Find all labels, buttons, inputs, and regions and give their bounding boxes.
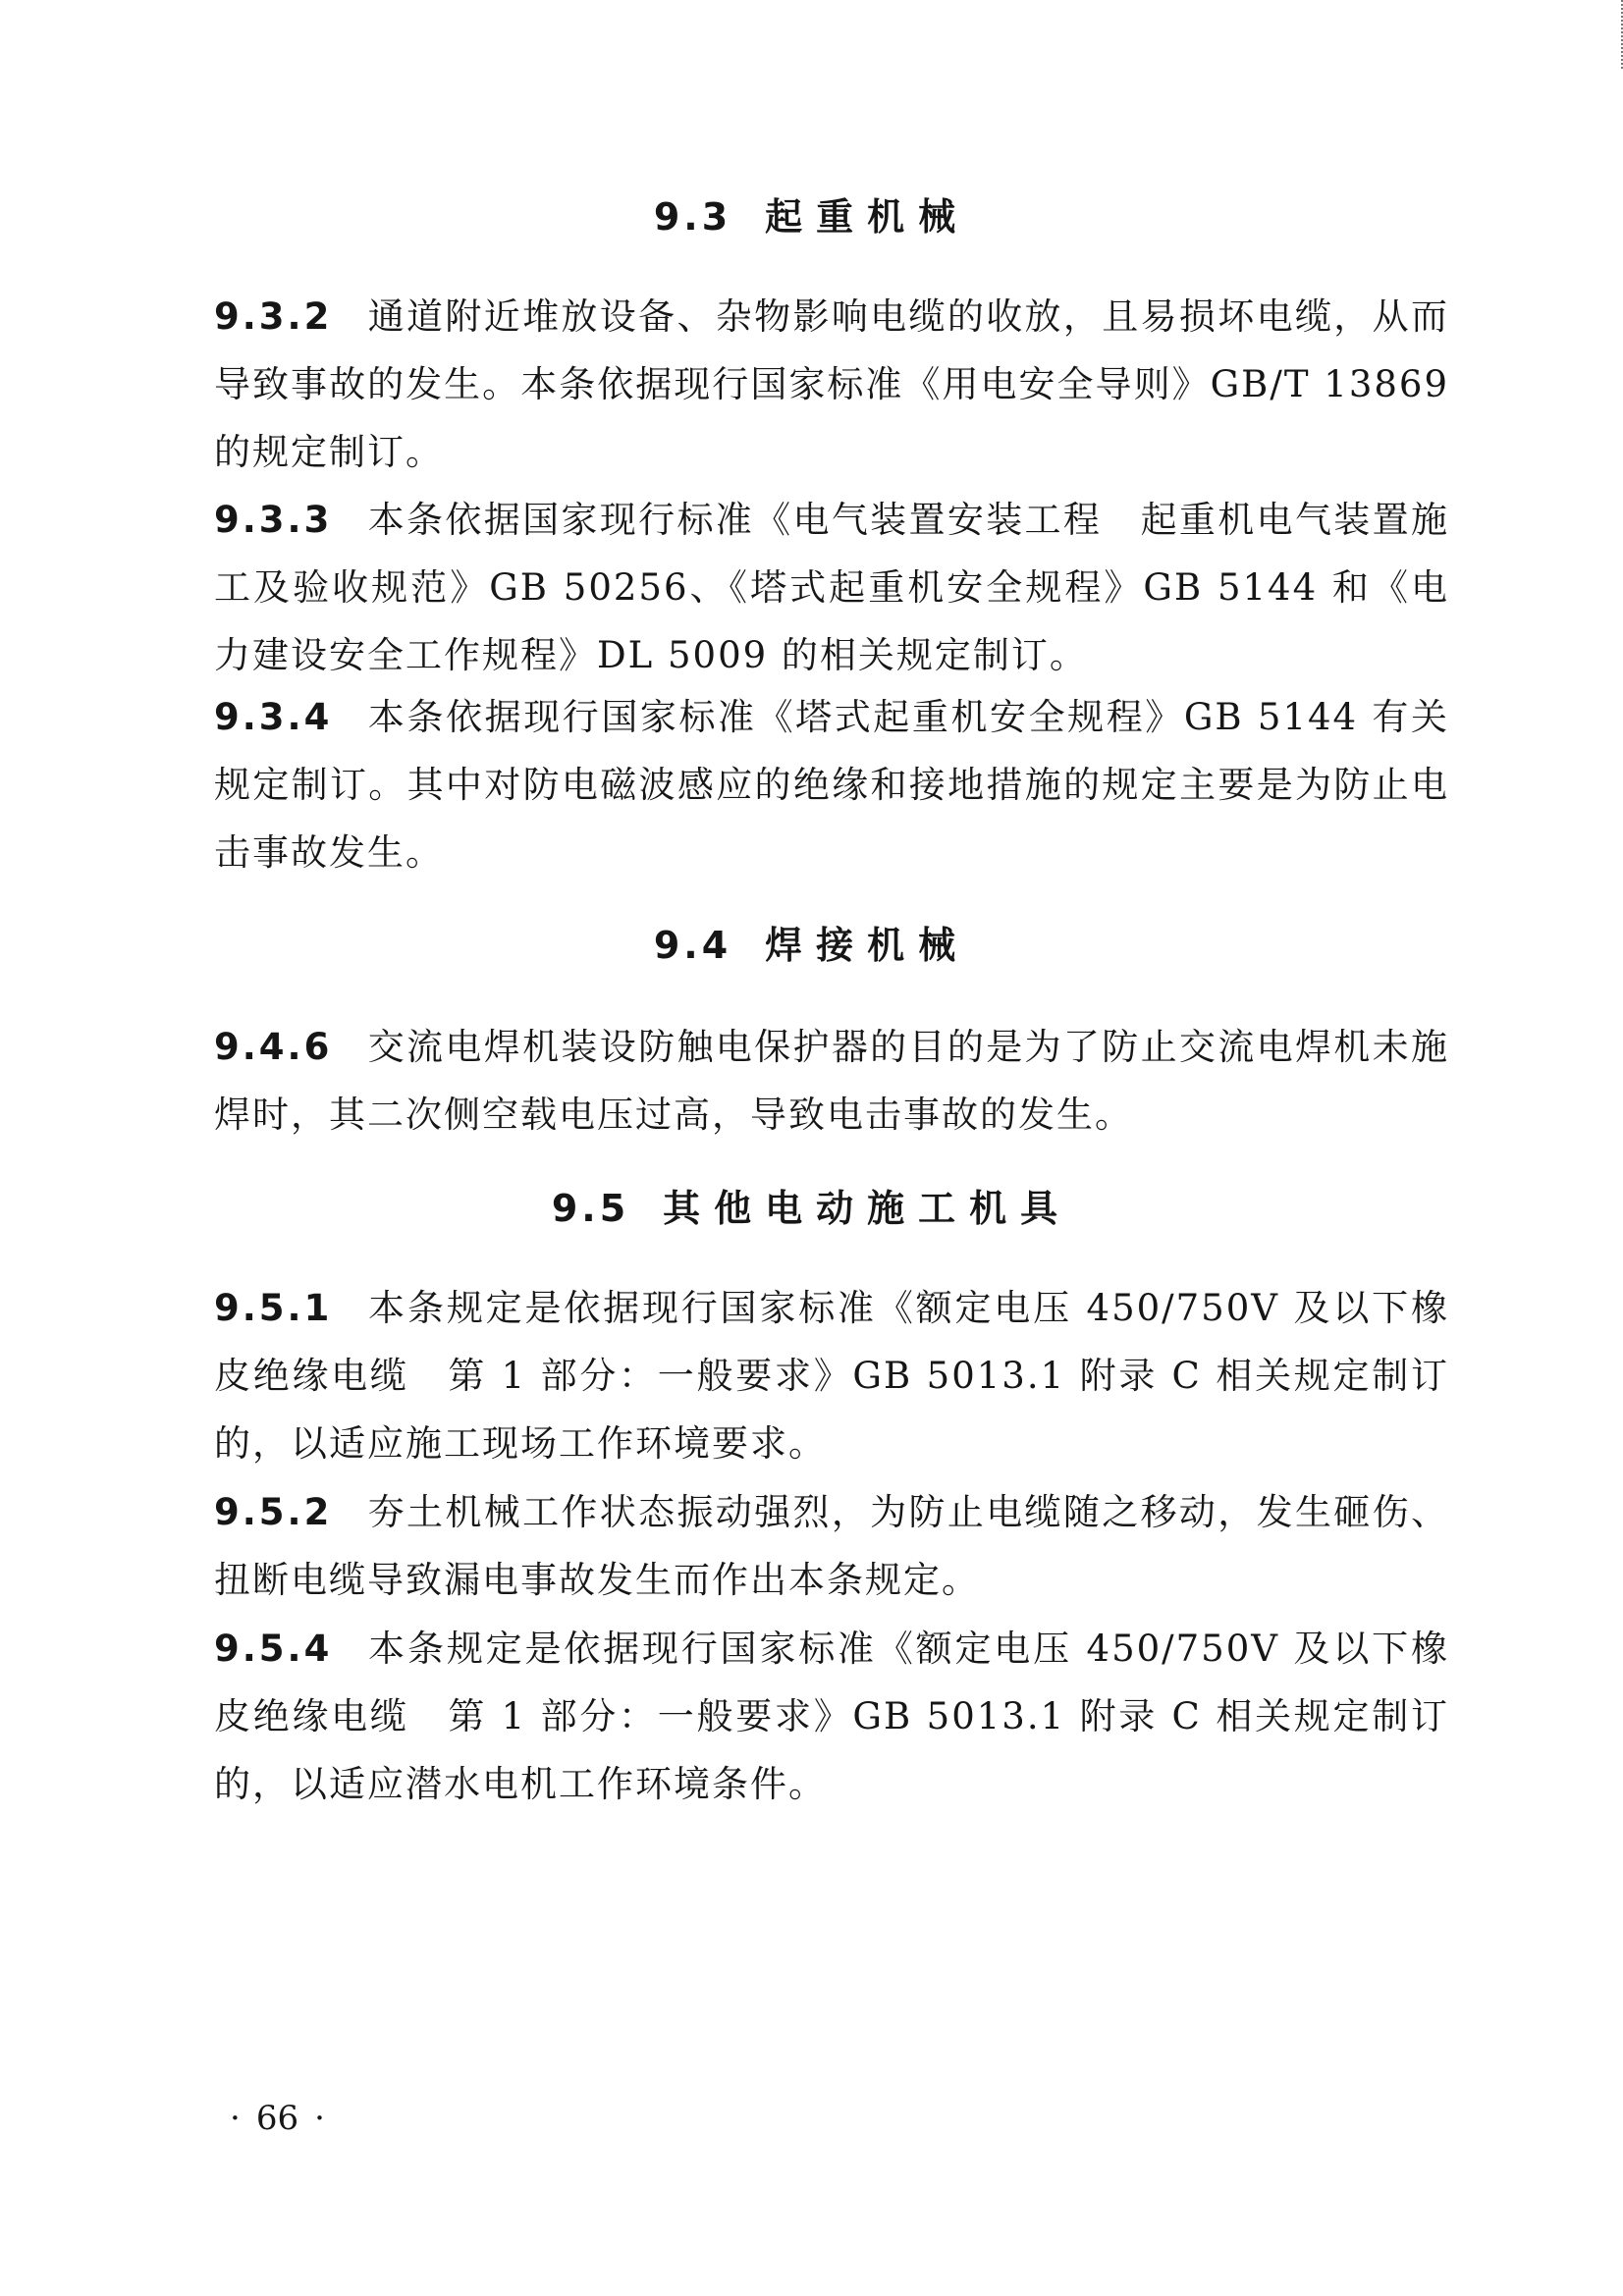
clause-text: 交流电焊机装设防触电保护器的目的是为了防止交流电焊机未施焊时，其二次侧空载电压过高，导致电击事故的发生。 — [214, 1026, 1449, 1136]
page-number-dot-right: · — [314, 2099, 325, 2138]
section-number: 9.4 — [653, 924, 732, 967]
page-number-dot-left: · — [230, 2099, 241, 2138]
section-number: 9.3 — [653, 195, 732, 239]
clause-9-3-4 — [214, 683, 1449, 886]
clause-text: 本条规定是依据现行国家标准《额定电压 450/750V 及以下橡皮绝缘电缆 第 1 部分：一般要求》GB 5013.1 附录 C 相关规定制订的，以适应施工现场工作环境要求。 — [214, 1287, 1449, 1465]
clause-9-3-3 — [214, 486, 1449, 689]
section-title: 焊接机械 — [765, 924, 970, 967]
clause-text: 本条依据国家现行标准《电气装置安装工程 起重机电气装置施工及验收规范》GB 50256、《塔式起重机安全规程》GB 5144 和《电力建设安全工作规程》DL 5009 的相关规定制订。 — [214, 499, 1449, 676]
scan-edge-marks — [1615, 0, 1623, 69]
clause-9-3-2 — [214, 283, 1449, 486]
clause-number: 9.3.3 — [214, 499, 333, 541]
clause-text: 本条规定是依据现行国家标准《额定电压 450/750V 及以下橡皮绝缘电缆 第 1 部分：一般要求》GB 5013.1 附录 C 相关规定制订的，以适应潜水电机工作环境条件。 — [214, 1628, 1449, 1805]
clause-number: 9.5.1 — [214, 1287, 333, 1329]
clause-9-4-6 — [214, 1013, 1449, 1148]
clause-text: 夯土机械工作状态振动强烈，为防止电缆随之移动，发生砸伤、扭断电缆导致漏电事故发生而作出本条规定。 — [214, 1491, 1449, 1601]
clause-9-5-1 — [214, 1274, 1449, 1477]
clause-number: 9.5.4 — [214, 1628, 333, 1670]
clause-number: 9.3.2 — [214, 295, 333, 338]
clause-9-5-2 — [214, 1478, 1449, 1614]
clause-text: 通道附近堆放设备、杂物影响电缆的收放，且易损坏电缆，从而导致事故的发生。本条依据现行国家标准《用电安全导则》GB/T 13869 的规定制订。 — [214, 295, 1449, 473]
section-heading-9-5 — [0, 1184, 1623, 1233]
section-heading-9-4 — [0, 921, 1623, 970]
clause-number: 9.3.4 — [214, 696, 333, 738]
clause-number: 9.5.2 — [214, 1491, 333, 1533]
section-number: 9.5 — [551, 1187, 630, 1230]
section-title: 其他电动施工机具 — [663, 1187, 1072, 1230]
clause-9-5-4 — [214, 1615, 1449, 1818]
clause-text: 本条依据现行国家标准《塔式起重机安全规程》GB 5144 有关规定制订。其中对防电磁波感应的绝缘和接地措施的规定主要是为防止电击事故发生。 — [214, 696, 1449, 874]
section-heading-9-3 — [0, 192, 1623, 241]
clause-number: 9.4.6 — [214, 1026, 333, 1068]
page-number — [214, 2097, 341, 2140]
page-number-value: 66 — [255, 2099, 299, 2138]
section-title: 起重机械 — [765, 195, 970, 239]
